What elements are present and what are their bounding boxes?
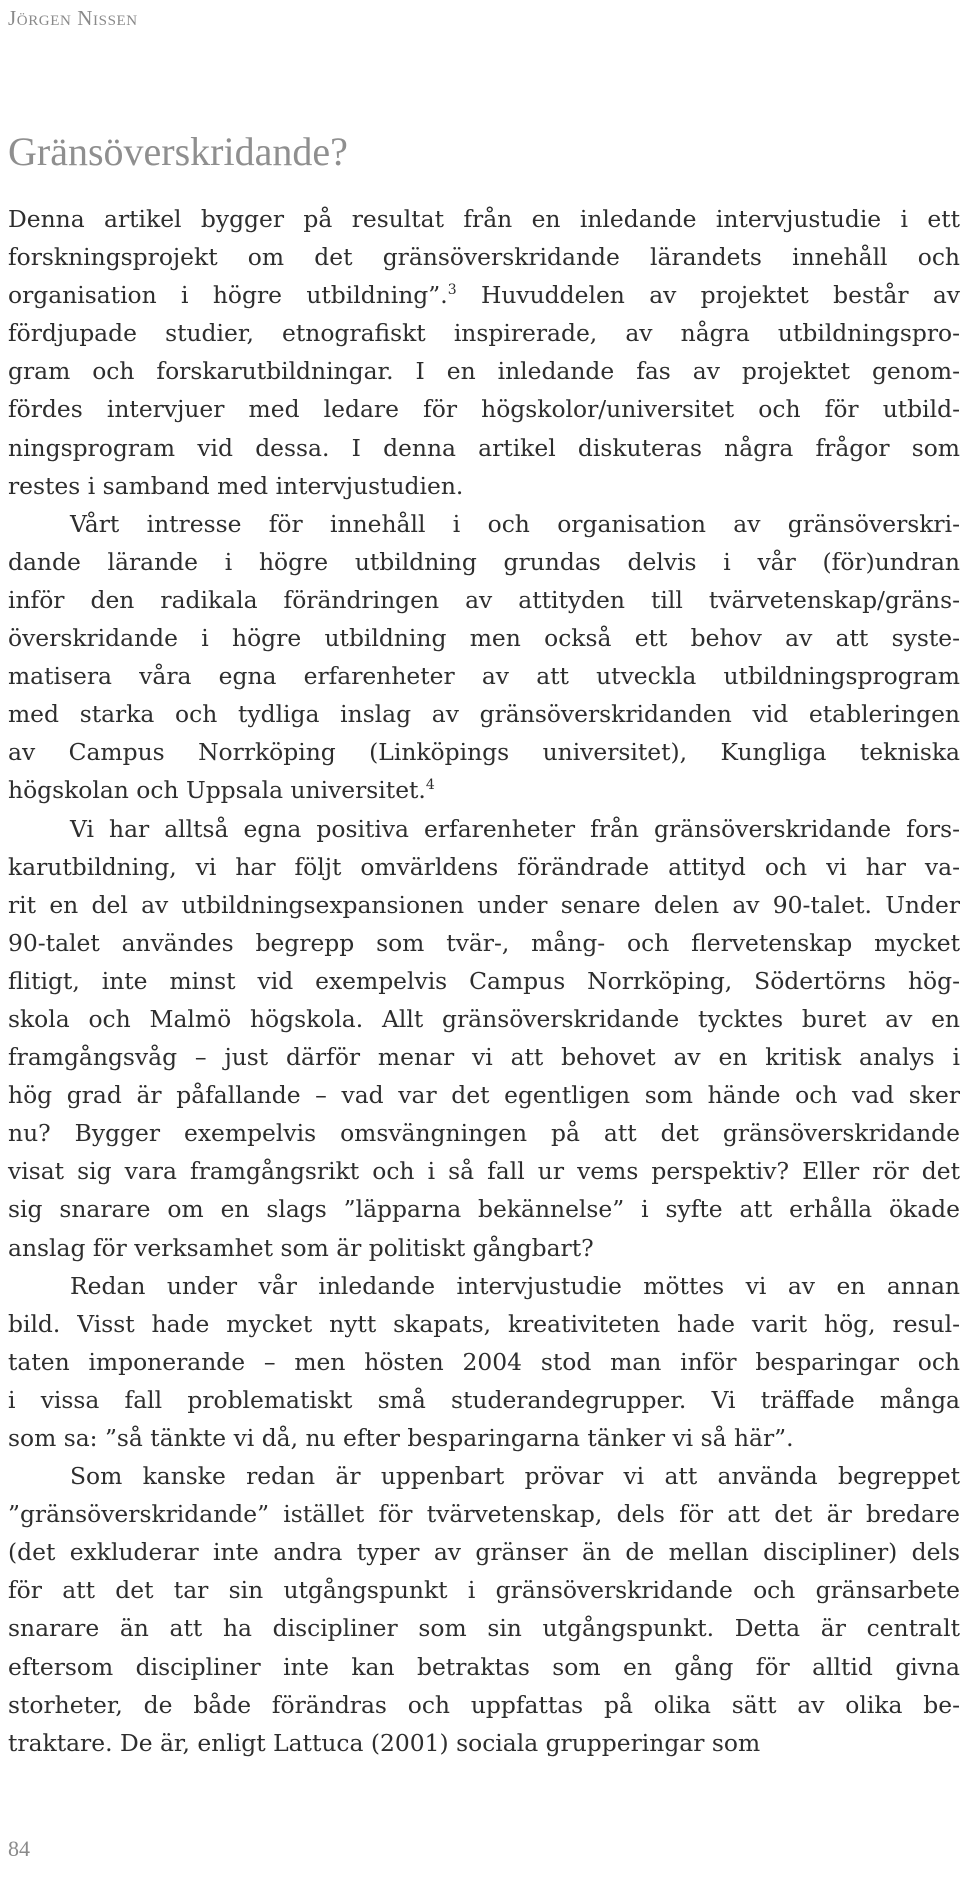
line-text: taten imponerande – men hösten 2004 stod man inför besparingar och	[8, 1347, 960, 1376]
line-text-continued: Huvuddelen av projektet består av	[456, 281, 960, 310]
text-line	[8, 1305, 960, 1343]
line-text: Redan under vår inledande intervjustudie möttes vi av en annan	[70, 1271, 960, 1300]
text-line	[8, 848, 960, 886]
paragraph	[8, 1267, 960, 1457]
line-text: av Campus Norrköping (Linköpings universitet), Kungliga tekniska	[8, 738, 960, 767]
text-line	[8, 1724, 960, 1762]
text-line	[8, 657, 960, 695]
text-line	[8, 1609, 960, 1647]
text-line	[8, 276, 960, 314]
paragraph	[8, 1457, 960, 1762]
text-line	[8, 543, 960, 581]
line-text: 90-talet användes begrepp som tvär-, mång- och flervetenskap mycket	[8, 928, 960, 957]
text-line	[8, 1533, 960, 1571]
line-text: traktare. De är, enligt Lattuca (2001) sociala grupperingar som	[8, 1728, 761, 1757]
text-line	[8, 581, 960, 619]
line-text: rit en del av utbildningsexpansionen under senare delen av 90-talet. Under	[8, 890, 960, 919]
line-text: dande lärande i högre utbildning grundas delvis i vår (för)undran	[8, 547, 960, 576]
text-line	[8, 1076, 960, 1114]
text-line	[8, 1571, 960, 1609]
line-text: matisera våra egna erfarenheter av att utveckla utbildningsprogram	[8, 662, 960, 691]
text-line	[8, 200, 960, 238]
text-line	[8, 390, 960, 428]
text-line	[8, 733, 960, 771]
text-line	[8, 695, 960, 733]
line-text: Som kanske redan är uppenbart prövar vi att använda begreppet	[70, 1462, 960, 1491]
line-text: restes i samband med intervjustudien.	[8, 471, 464, 500]
line-text: Vi har alltså egna positiva erfarenheter från gränsöverskridande fors-	[70, 814, 960, 843]
line-text: gram och forskarutbildningar. I en inledande fas av projektet genom-	[8, 357, 960, 386]
text-line	[8, 1152, 960, 1190]
line-text: karutbildning, vi har följt omvärldens förändrade attityd och vi har va-	[8, 852, 960, 881]
text-line	[8, 810, 960, 848]
paragraph	[8, 505, 960, 810]
footnote-marker: 3	[447, 282, 457, 299]
text-line	[8, 1648, 960, 1686]
page-number: 84	[8, 1836, 30, 1861]
text-line	[8, 1686, 960, 1724]
text-line	[8, 352, 960, 390]
text-line	[8, 1229, 960, 1267]
paragraph	[8, 810, 960, 1267]
line-text: fördes intervjuer med ledare för högskolor/universitet och för utbild-	[8, 395, 960, 424]
text-line	[8, 771, 960, 809]
line-text: inför den radikala förändringen av attityden till tvärvetenskap/gräns-	[8, 585, 960, 614]
line-text: framgångsvåg – just därför menar vi att behovet av en kritisk analys i	[8, 1043, 960, 1072]
line-text: storheter, de både förändras och uppfattas på olika sätt av olika be-	[8, 1690, 960, 1719]
text-line	[8, 1457, 960, 1495]
line-text: med starka och tydliga inslag av gränsöverskridanden vid etableringen	[8, 700, 960, 729]
text-line	[8, 505, 960, 543]
text-line	[8, 314, 960, 352]
text-line	[8, 1419, 960, 1457]
text-line	[8, 1381, 960, 1419]
line-text: högskolan och Uppsala universitet.	[8, 776, 426, 805]
line-text: visat sig vara framgångsrikt och i så fall ur vems perspektiv? Eller rör det	[8, 1157, 960, 1186]
line-text: flitigt, inte minst vid exempelvis Campus Norrköping, Södertörns hög-	[8, 966, 960, 995]
line-text: ningsprogram vid dessa. I denna artikel diskuteras några frågor som	[8, 433, 960, 462]
line-text: eftersom discipliner inte kan betraktas som en gång för alltid givna	[8, 1652, 960, 1681]
line-text: (det exkluderar inte andra typer av gränser än de mellan discipliner) dels	[8, 1538, 960, 1567]
line-text: Denna artikel bygger på resultat från en inledande intervjustudie i ett	[8, 205, 960, 233]
text-line	[8, 1114, 960, 1152]
line-text: som sa: ”så tänkte vi då, nu efter besparingarna tänker vi så här”.	[8, 1424, 794, 1452]
text-line	[8, 1000, 960, 1038]
line-text: ”gränsöverskridande” istället för tvärvetenskap, dels för att det är bredare	[8, 1500, 960, 1529]
line-text: för att det tar sin utgångspunkt i gränsöverskridande och gränsarbete	[8, 1576, 960, 1605]
text-line	[8, 962, 960, 1000]
line-text: organisation i högre utbildning”.	[8, 281, 448, 310]
line-text: sig snarare om en slags ”läpparna bekännelse” i syfte att erhålla ökade	[8, 1195, 960, 1224]
text-line	[8, 1495, 960, 1533]
text-line	[8, 924, 960, 962]
line-text: anslag för verksamhet som är politiskt gångbart?	[8, 1233, 594, 1262]
paragraph	[8, 200, 960, 505]
line-text: fördjupade studier, etnografiskt inspirerade, av några utbildningspro-	[8, 319, 960, 348]
text-line	[8, 429, 960, 467]
line-text: skola och Malmö högskola. Allt gränsöverskridande tycktes buret av en	[8, 1004, 960, 1033]
article-body	[8, 200, 960, 1762]
line-text: nu? Bygger exempelvis omsvängningen på att det gränsöverskridande	[8, 1119, 960, 1148]
line-text: i vissa fall problematiskt små studerandegrupper. Vi träffade många	[8, 1385, 960, 1414]
text-line	[8, 1267, 960, 1305]
text-line	[8, 1190, 960, 1228]
text-line	[8, 1343, 960, 1381]
line-text: bild. Visst hade mycket nytt skapats, kreativiteten hade varit hög, resul-	[8, 1309, 960, 1338]
text-line	[8, 467, 960, 505]
running-head-author: Jörgen Nissen	[8, 6, 138, 30]
line-text: hög grad är påfallande – vad var det egentligen som hände och vad sker	[8, 1081, 960, 1110]
line-text: Vårt intresse för innehåll i och organisation av gränsöverskri-	[70, 509, 960, 538]
line-text: forskningsprojekt om det gränsöverskridande lärandets innehåll och	[8, 243, 960, 272]
footnote-marker: 4	[425, 777, 435, 794]
section-title: Gränsöverskridande?	[8, 129, 348, 174]
text-line	[8, 238, 960, 276]
text-line	[8, 886, 960, 924]
line-text: snarare än att ha discipliner som sin utgångspunkt. Detta är centralt	[8, 1614, 960, 1643]
line-text: överskridande i högre utbildning men också ett behov av att syste-	[8, 624, 960, 653]
text-line	[8, 619, 960, 657]
text-line	[8, 1038, 960, 1076]
